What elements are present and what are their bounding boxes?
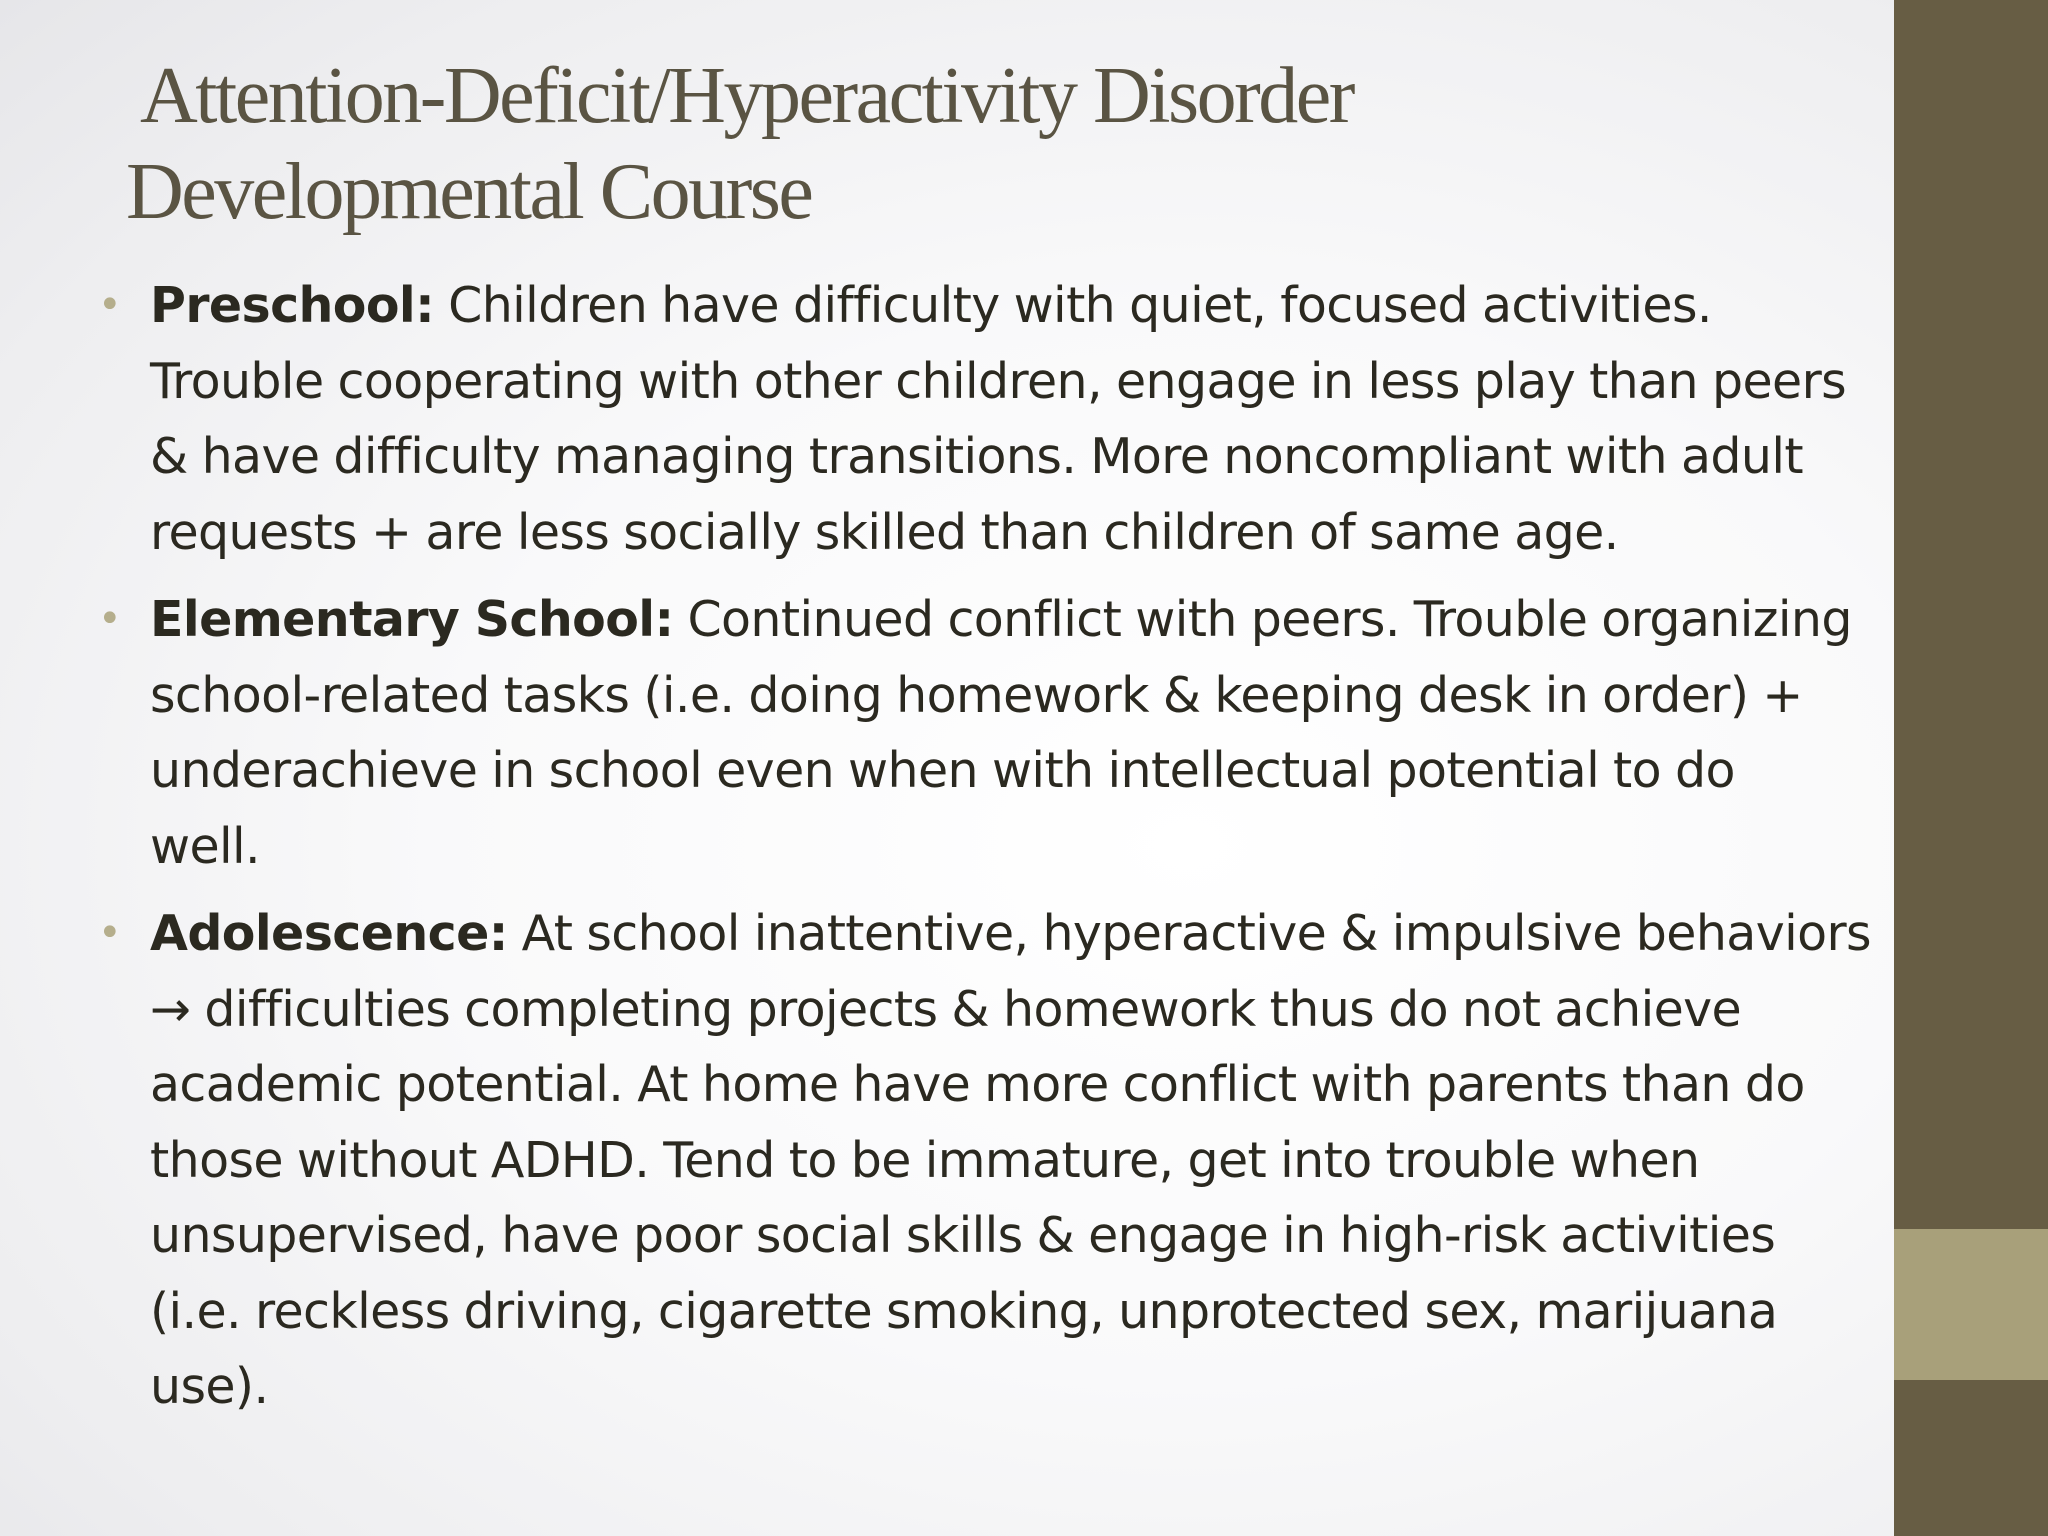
bullet-text: unsupervised, have poor social skills & engage in high-risk activities [150,1207,1776,1264]
bullet-label: Preschool: [150,277,435,334]
bullet-item-elementary-school [94,582,1944,884]
bullet-list [94,268,1944,1437]
bullet-text: well. [150,817,261,875]
bullet-text: those without ADHD. Tend to be immature, get into trouble when [150,1131,1700,1189]
bullet-item-preschool [94,268,1944,570]
bullet-text: underachieve in school even when with intellectual potential to do [150,742,1735,799]
bullet-text: (i.e. reckless driving, cigarette smoking, unprotected sex, marijuana [150,1282,1778,1340]
bullet-text: Children have difficulty with quiet, focused activities. [434,277,1712,334]
bullet-text: → difficulties completing projects & homework thus do not achieve [150,980,1742,1038]
bullet-dot-icon: • [98,910,121,956]
bullet-dot-icon: • [98,596,121,642]
bullet-text: Trouble cooperating with other children, engage in less play than peers [150,352,1847,410]
bullet-text: school-related tasks (i.e. doing homework & keeping desk in order) + [150,666,1803,724]
bullet-item-adolescence [94,896,1944,1425]
bullet-text: academic potential. At home have more conflict with parents than do [150,1056,1805,1113]
bullet-label: Adolescence: [150,905,508,962]
bullet-text: Continued conflict with peers. Trouble organizing [673,591,1852,648]
bullet-dot-icon: • [98,282,121,328]
bullet-label: Elementary School: [150,591,674,648]
bullet-text: At school inattentive, hyperactive & impulsive behaviors [507,905,1871,962]
title-line-2: Developmental Course [126,148,812,236]
bullet-text: & have difficulty managing transitions. More noncompliant with adult [150,428,1803,485]
slide-title [126,48,1866,240]
title-line-1: Attention-Deficit/Hyperactivity Disorder [140,52,1353,140]
bullet-text: use). [150,1358,269,1415]
bullet-text: requests + are less socially skilled than children of same age. [150,503,1619,561]
